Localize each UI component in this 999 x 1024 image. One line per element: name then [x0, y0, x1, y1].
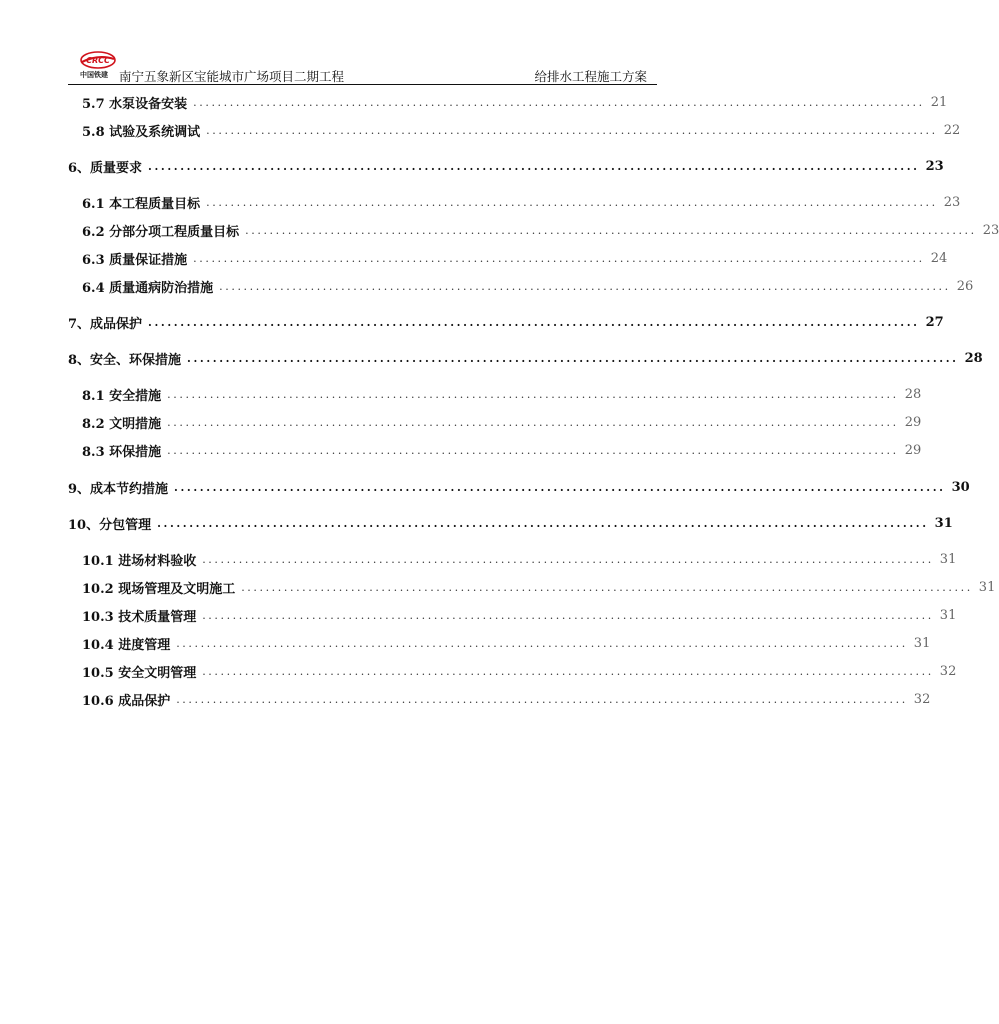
toc-chapter-entry[interactable]: [68, 156, 944, 176]
toc-chapter-entry[interactable]: [68, 312, 944, 332]
toc-dot-leader: ........................................................................................................................: [176, 692, 908, 706]
toc-page-number: 32: [939, 663, 957, 679]
toc-page-number: 29: [904, 442, 922, 458]
toc-chapter-entry[interactable]: [68, 477, 970, 497]
toc-dot-leader: ........................................................................................................................: [187, 351, 959, 365]
toc-section-entry[interactable]: [68, 440, 922, 460]
toc-page-number: 23: [925, 158, 944, 174]
toc-dot-leader: ........................................................................................................................: [219, 279, 951, 293]
toc-entry-label: 6、质量要求: [68, 160, 143, 176]
toc-section-entry[interactable]: [68, 661, 957, 681]
toc-page-number: 31: [978, 579, 996, 595]
page-header: [68, 50, 657, 84]
toc-entry-label: 10.3 技术质量管理: [82, 609, 197, 625]
toc-page-number: 28: [964, 350, 983, 366]
toc-section-entry[interactable]: [68, 689, 931, 709]
toc-dot-leader: ........................................................................................................................: [202, 608, 934, 622]
toc-dot-leader: ........................................................................................................................: [202, 552, 934, 566]
toc-section-entry[interactable]: [68, 384, 922, 404]
toc-page-number: 22: [943, 122, 961, 138]
toc-entry-label: 8.2 文明措施: [82, 416, 162, 432]
toc-entry-label: 6.1 本工程质量目标: [82, 196, 201, 212]
toc-section-entry[interactable]: [68, 633, 931, 653]
toc-dot-leader: ........................................................................................................................: [167, 415, 899, 429]
toc-entry-label: 10.1 进场材料验收: [82, 553, 197, 569]
toc-page-number: 31: [934, 515, 953, 531]
toc-dot-leader: ........................................................................................................................: [202, 664, 934, 678]
toc-page-number: 28: [904, 386, 922, 402]
toc-entry-label: 10.5 安全文明管理: [82, 665, 197, 681]
toc-dot-leader: ........................................................................................................................: [167, 387, 899, 401]
toc-entry-label: 9、成本节约措施: [68, 481, 169, 497]
toc-section-entry[interactable]: [68, 220, 999, 240]
toc-page-number: 32: [913, 691, 931, 707]
toc-section-entry[interactable]: [68, 120, 961, 140]
toc-dot-leader: ........................................................................................................................: [167, 443, 899, 457]
header-divider: [68, 84, 657, 85]
toc-page-number: 31: [913, 635, 931, 651]
toc-dot-leader: ........................................................................................................................: [174, 480, 946, 494]
toc-dot-leader: ........................................................................................................................: [206, 123, 938, 137]
toc-page-number: 24: [930, 250, 948, 266]
toc-entry-label: 10.4 进度管理: [82, 637, 171, 653]
toc-page-number: 30: [951, 479, 970, 495]
toc-entry-label: 8.3 环保措施: [82, 444, 162, 460]
toc-section-entry[interactable]: [68, 248, 948, 268]
toc-entry-label: 6.2 分部分项工程质量目标: [82, 224, 240, 240]
toc-entry-label: 7、成品保护: [68, 316, 143, 332]
toc-section-entry[interactable]: [68, 549, 957, 569]
logo-brand-text: CRCC: [86, 56, 110, 65]
toc-entry-label: 5.8 试验及系统调试: [82, 124, 201, 140]
toc-entry-label: 8.1 安全措施: [82, 388, 162, 404]
toc-page-number: 26: [956, 278, 974, 294]
toc-section-entry[interactable]: [68, 577, 996, 597]
toc-chapter-entry[interactable]: [68, 348, 983, 368]
toc-dot-leader: ........................................................................................................................: [193, 251, 925, 265]
toc-chapter-entry[interactable]: [68, 513, 953, 533]
toc-dot-leader: ........................................................................................................................: [176, 636, 908, 650]
toc-entry-label: 5.7 水泵设备安装: [82, 96, 188, 112]
toc-dot-leader: ........................................................................................................................: [148, 315, 920, 329]
toc-page-number: 23: [982, 222, 999, 238]
toc-page-number: 21: [930, 94, 948, 110]
toc-dot-leader: ........................................................................................................................: [245, 223, 977, 237]
toc-dot-leader: ........................................................................................................................: [241, 580, 973, 594]
toc-dot-leader: ........................................................................................................................: [157, 516, 929, 530]
toc-dot-leader: ........................................................................................................................: [206, 195, 938, 209]
toc-page-number: 29: [904, 414, 922, 430]
toc-entry-label: 10、分包管理: [68, 517, 152, 533]
project-title: 南宁五象新区宝能城市广场项目二期工程: [119, 69, 345, 84]
toc-entry-label: 6.4 质量通病防治措施: [82, 280, 214, 296]
toc-entry-label: 10.2 现场管理及文明施工: [82, 581, 236, 597]
toc-section-entry[interactable]: [68, 276, 974, 296]
document-title: 给排水工程施工方案: [534, 69, 647, 84]
toc-page-number: 31: [939, 607, 957, 623]
toc-section-entry[interactable]: [68, 192, 961, 212]
toc-page-number: 31: [939, 551, 957, 567]
toc-entry-label: 6.3 质量保证措施: [82, 252, 188, 268]
toc-page-number: 27: [925, 314, 944, 330]
toc-entry-label: 8、安全、环保措施: [68, 352, 182, 368]
toc-section-entry[interactable]: [68, 92, 948, 112]
toc-section-entry[interactable]: [68, 412, 922, 432]
toc-page-number: 23: [943, 194, 961, 210]
toc-section-entry[interactable]: [68, 605, 957, 625]
toc-dot-leader: ........................................................................................................................: [193, 95, 925, 109]
toc-dot-leader: ........................................................................................................................: [148, 159, 920, 173]
toc-entry-label: 10.6 成品保护: [82, 693, 171, 709]
logo-caption: 中国铁建: [80, 71, 108, 79]
